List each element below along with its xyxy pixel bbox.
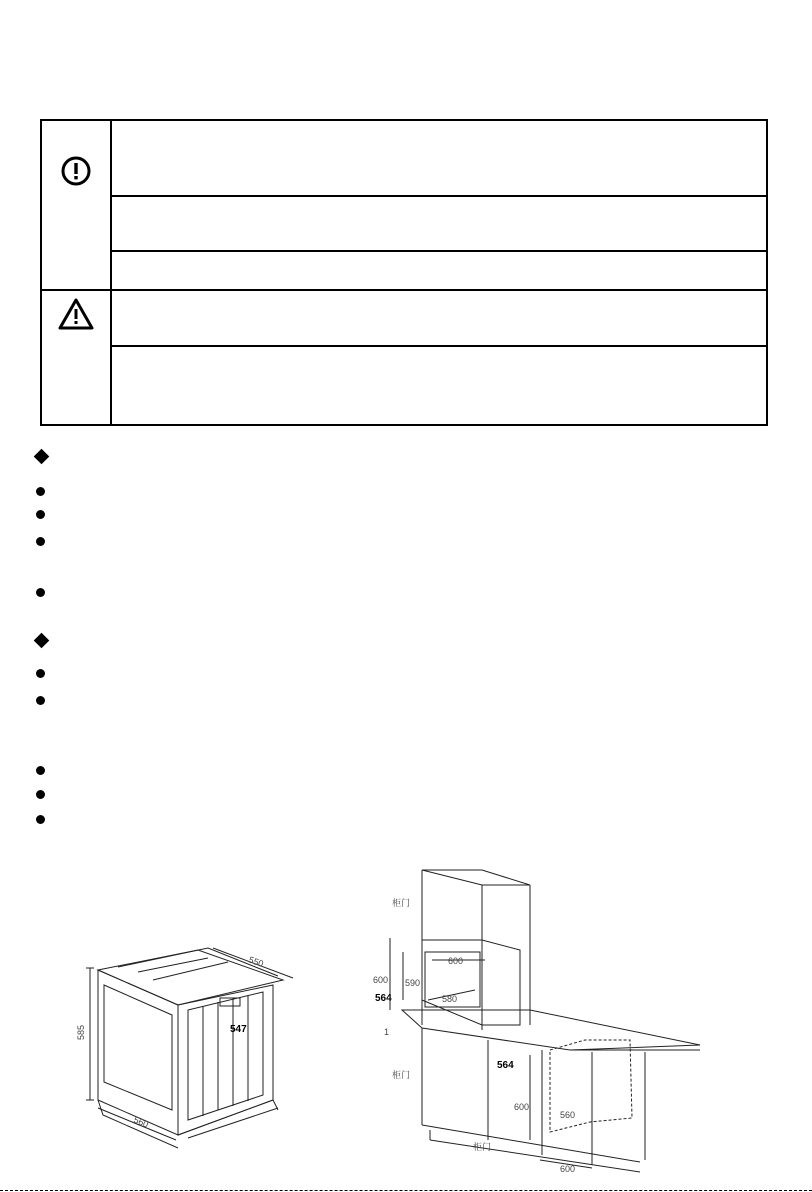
tall-depth-label: 600	[448, 956, 464, 966]
safety-warning-table	[40, 119, 768, 426]
low-inner-depth-label: 560	[560, 1110, 576, 1120]
cabinet-door-label: 柜门	[473, 1142, 492, 1152]
low-depth-label: 600	[560, 1164, 576, 1174]
oven-height-label: 585	[76, 1024, 86, 1040]
oven-dimension-diagram	[78, 940, 308, 1140]
list-bullet	[36, 510, 45, 519]
row-divider	[110, 345, 766, 347]
low-564-label: 564	[497, 1060, 514, 1071]
list-bullet	[36, 588, 45, 597]
list-bullet	[36, 487, 45, 496]
row-divider	[110, 195, 766, 197]
oven-depth-label: 550	[247, 954, 265, 970]
list-bullet	[36, 790, 45, 799]
caution-icon	[60, 155, 92, 187]
row-divider	[110, 250, 766, 252]
oven-inner-label: 547	[230, 1024, 247, 1035]
cabinet-door-label: 柜门	[392, 898, 411, 908]
list-bullet	[36, 669, 45, 678]
tall-564-label: 564	[375, 993, 392, 1004]
oven-width-label: 560	[132, 1114, 150, 1130]
section-heading-bullet	[34, 633, 50, 649]
tall-inner-label: 590	[405, 978, 421, 988]
list-bullet	[36, 696, 45, 705]
list-bullet	[36, 815, 45, 824]
page-bottom-rule	[0, 1190, 812, 1191]
gap-label: 1	[384, 1027, 390, 1037]
low-height-label: 600	[514, 1102, 530, 1112]
warning-triangle-icon	[57, 297, 95, 331]
tall-inner-depth-label: 580	[442, 994, 458, 1004]
tall-height-label: 600	[373, 975, 389, 985]
list-bullet	[36, 766, 45, 775]
section-heading-bullet	[34, 449, 50, 465]
list-bullet	[36, 537, 45, 546]
cabinet-installation-diagram	[370, 860, 710, 1172]
cabinet-door-label: 柜门	[392, 1070, 411, 1080]
row-divider	[42, 289, 766, 291]
